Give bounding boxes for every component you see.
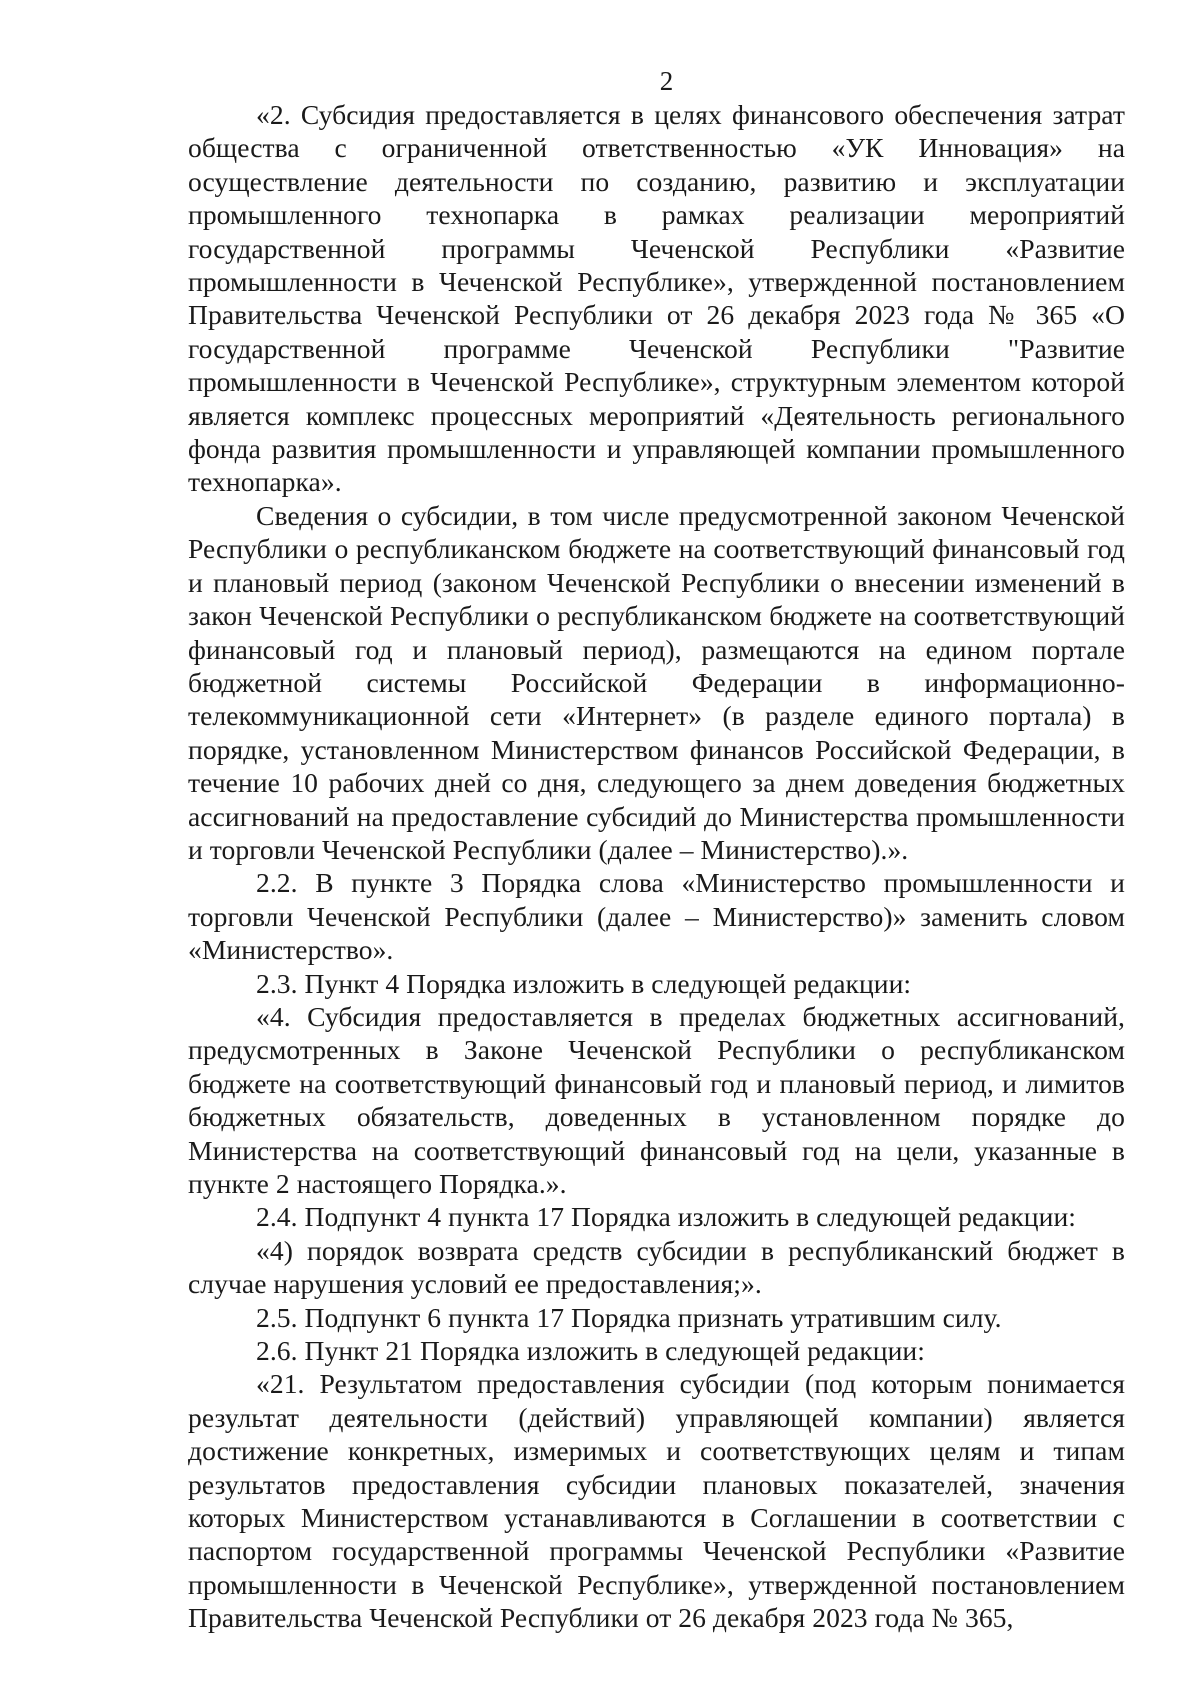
paragraph-subsidy-info: Сведения о субсидии, в том числе предусмотренной законом Чеченской Республики о республиканском бюджете на соответствующий финансовый год и плановый период (законом Чеченской Республики о внесении изменений в закон Чеченской Республики о республиканском бюджете на соответствующий финансовый год и плановый период), размещаются на едином портале бюджетной системы Российской Федерации в информационно-телекоммуникационной сети «Интернет» (в разделе единого портала) в порядке, установленном Министерством финансов Российской Федерации, в течение 10 рабочих дней со дня, следующего за днем доведения бюджетных ассигнований на предоставление субсидий до Министерства промышленности и торговли Чеченской Республики (далее – Министерство).». xyxy=(188,499,1125,865)
page-number: 2 xyxy=(659,66,674,96)
paragraph-item-2-4: 2.4. Подпункт 4 пункта 17 Порядка изложить в следующей редакции: xyxy=(256,1201,1076,1233)
document-page xyxy=(188,64,1125,1635)
paragraph-item-2-2: 2.2. В пункте 3 Порядка слова «Министерство промышленности и торговли Чеченской Республики (далее – Министерство)» заменить словом «Министерство». xyxy=(188,867,1125,966)
paragraph-item-2-3: 2.3. Пункт 4 Порядка изложить в следующей редакции: xyxy=(256,967,912,999)
paragraph-clause-21: «21. Результатом предоставления субсидии (под которым понимается результат деятельности (действий) управляющей компании) является достижение конкретных, измеримых и соответствующих целям и типам результатов предоставления субсидии плановых показателей, значения которых Министерством устанавливаются в Соглашении в соответствии с паспортом государственной программы Чеченской Республики «Развитие промышленности в Чеченской Республике», утвержденной постановлением Правительства Чеченской Республики от 26 декабря 2023 года № 365, xyxy=(188,1368,1125,1634)
paragraph-subsidy-purpose: «2. Субсидия предоставляется в целях финансового обеспечения затрат общества с ограниченной ответственностью «УК Инновация» на осуществление деятельности по созданию, развитию и эксплуатации промышленного технопарка в рамках реализации мероприятий государственной программы Чеченской Республики «Развитие промышленности в Чеченской Республике», утвержденной постановлением Правительства Чеченской Республики от 26 декабря 2023 года № 365 «О государственной программе Чеченской Республики "Развитие промышленности в Чеченской Республике», структурным элементом которой является комплекс процессных мероприятий «Деятельность регионального фонда развития промышленности и управляющей компании промышленного технопарка». xyxy=(188,99,1125,498)
paragraph-subclause-4: «4) порядок возврата средств субсидии в республиканский бюджет в случае нарушения условий ее предоставления;». xyxy=(188,1234,1125,1300)
paragraph-item-2-6: 2.6. Пункт 21 Порядка изложить в следующей редакции: xyxy=(256,1335,925,1367)
paragraph-item-2-5: 2.5. Подпункт 6 пункта 17 Порядка признать утратившим силу. xyxy=(256,1301,1002,1333)
paragraph-clause-4: «4. Субсидия предоставляется в пределах бюджетных ассигнований, предусмотренных в Законе Чеченской Республики о республиканском бюджете на соответствующий финансовый год и плановый период, и лимитов бюджетных обязательств, доведенных в установленном порядке до Министерства на соответствующий финансовый год на цели, указанные в пункте 2 настоящего Порядка.». xyxy=(188,1000,1125,1199)
